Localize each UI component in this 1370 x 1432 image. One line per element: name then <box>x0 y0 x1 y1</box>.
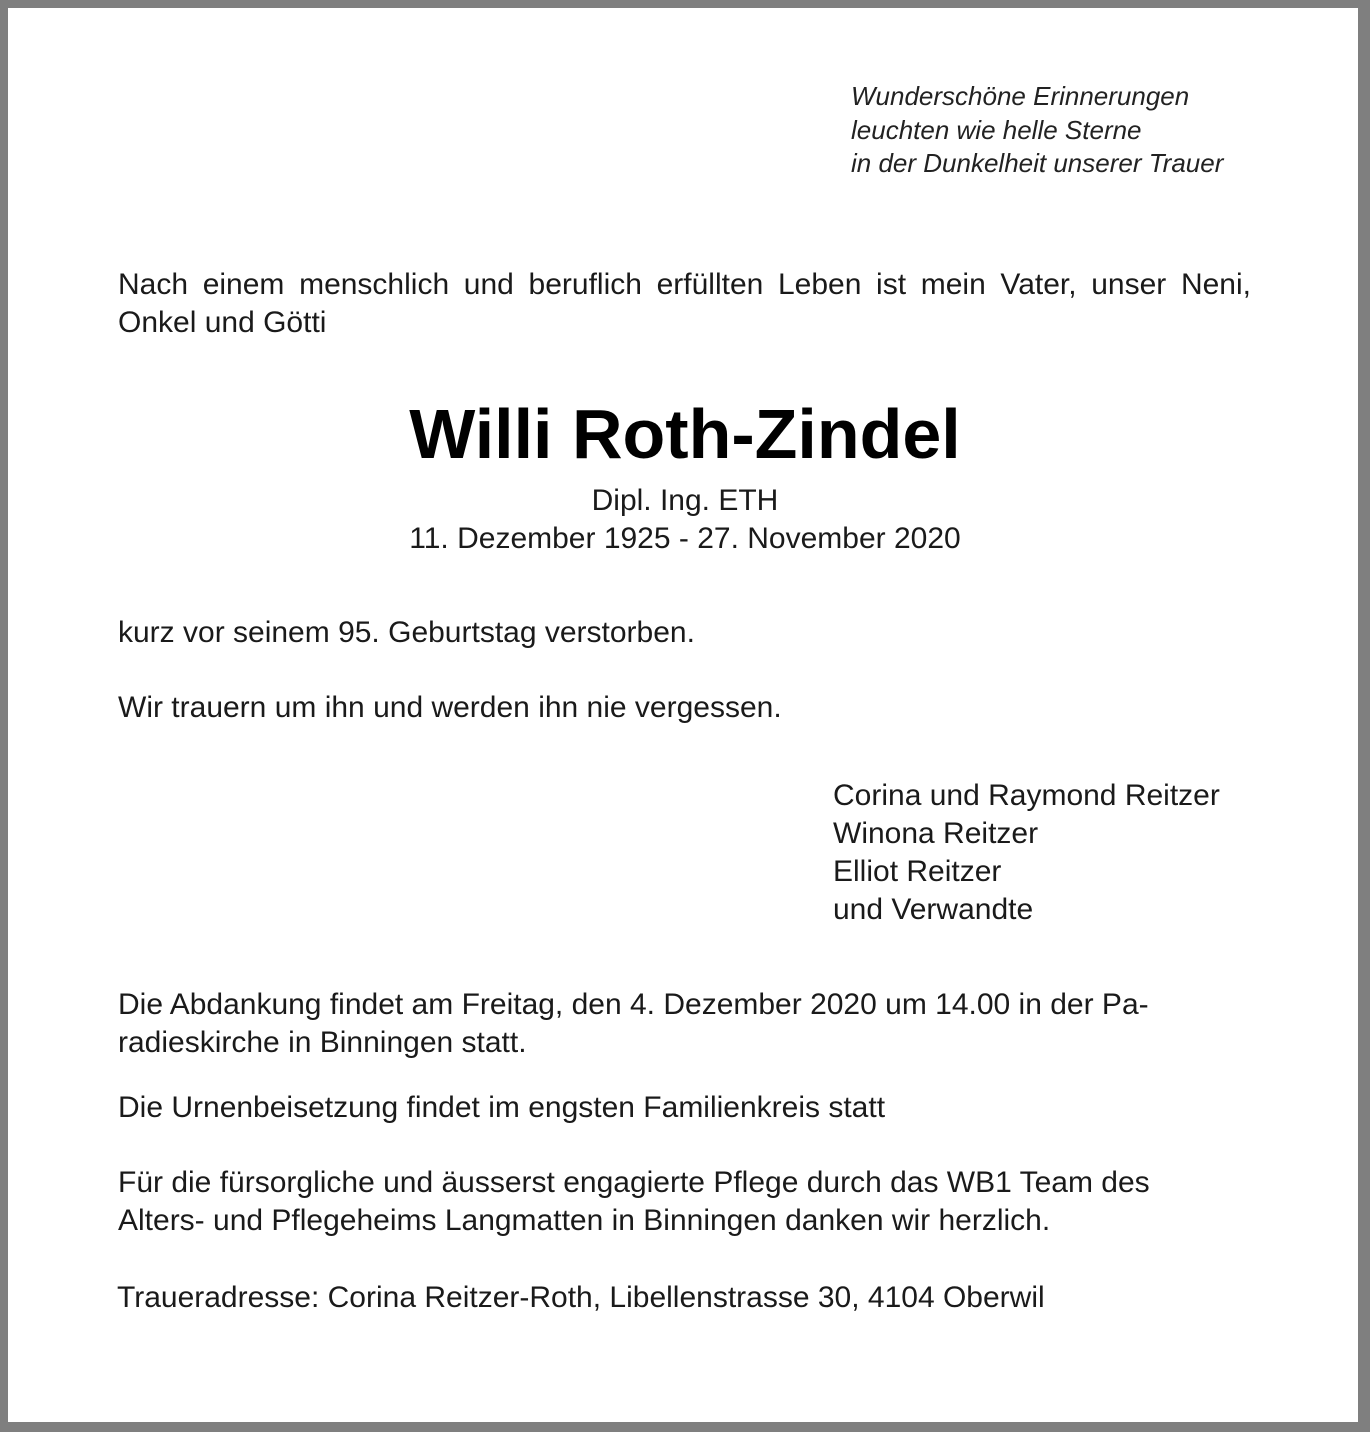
quote-line: in der Dunkelheit unserer Trauer <box>851 148 1224 178</box>
signatory: Corina und Raymond Reitzer <box>833 779 1220 812</box>
thanks-line: Für die fürsorgliche und äusserst engagierte Pflege durch das WB1 Team des <box>118 1166 1150 1199</box>
passed-text: kurz vor seinem 95. Geburtstag verstorben. <box>118 616 695 649</box>
deceased-title: Dipl. Ing. ETH <box>591 484 779 517</box>
quote <box>851 80 1223 181</box>
signatory: Elliot Reitzer <box>833 855 1002 888</box>
signatory: und Verwandte <box>833 893 1034 926</box>
mourning-address: Traueradresse: Corina Reitzer-Roth, Libellenstrasse 30, 4104 Oberwil <box>117 1281 1045 1314</box>
ceremony-line: Die Abdankung findet am Freitag, den 4. Dezember 2020 um 14.00 in der Pa- <box>118 988 1149 1021</box>
thanks-line: Alters- und Pflegeheims Langmatten in Binningen danken wir herzlich. <box>118 1204 1051 1237</box>
signatories <box>833 777 1220 929</box>
quote-line: leuchten wie helle Sterne <box>851 114 1142 145</box>
burial-text: Die Urnenbeisetzung findet im engsten Familienkreis statt <box>118 1091 886 1124</box>
deceased-name: Willi Roth-Zindel <box>409 395 961 473</box>
ceremony-line: radieskirche in Binningen statt. <box>118 1026 527 1059</box>
life-dates: 11. Dezember 1925 - 27. November 2020 <box>409 522 961 555</box>
intro-text: Nach einem menschlich und beruflich erfüllten Leben ist mein Vater, unser Neni, Onkel und Götti <box>118 268 1251 339</box>
signatory: Winona Reitzer <box>833 817 1039 850</box>
obituary-page <box>8 8 1358 1422</box>
mourn-text: Wir trauern um ihn und werden ihn nie vergessen. <box>118 691 782 724</box>
quote-line: Wunderschöne Erinnerungen <box>851 81 1190 111</box>
